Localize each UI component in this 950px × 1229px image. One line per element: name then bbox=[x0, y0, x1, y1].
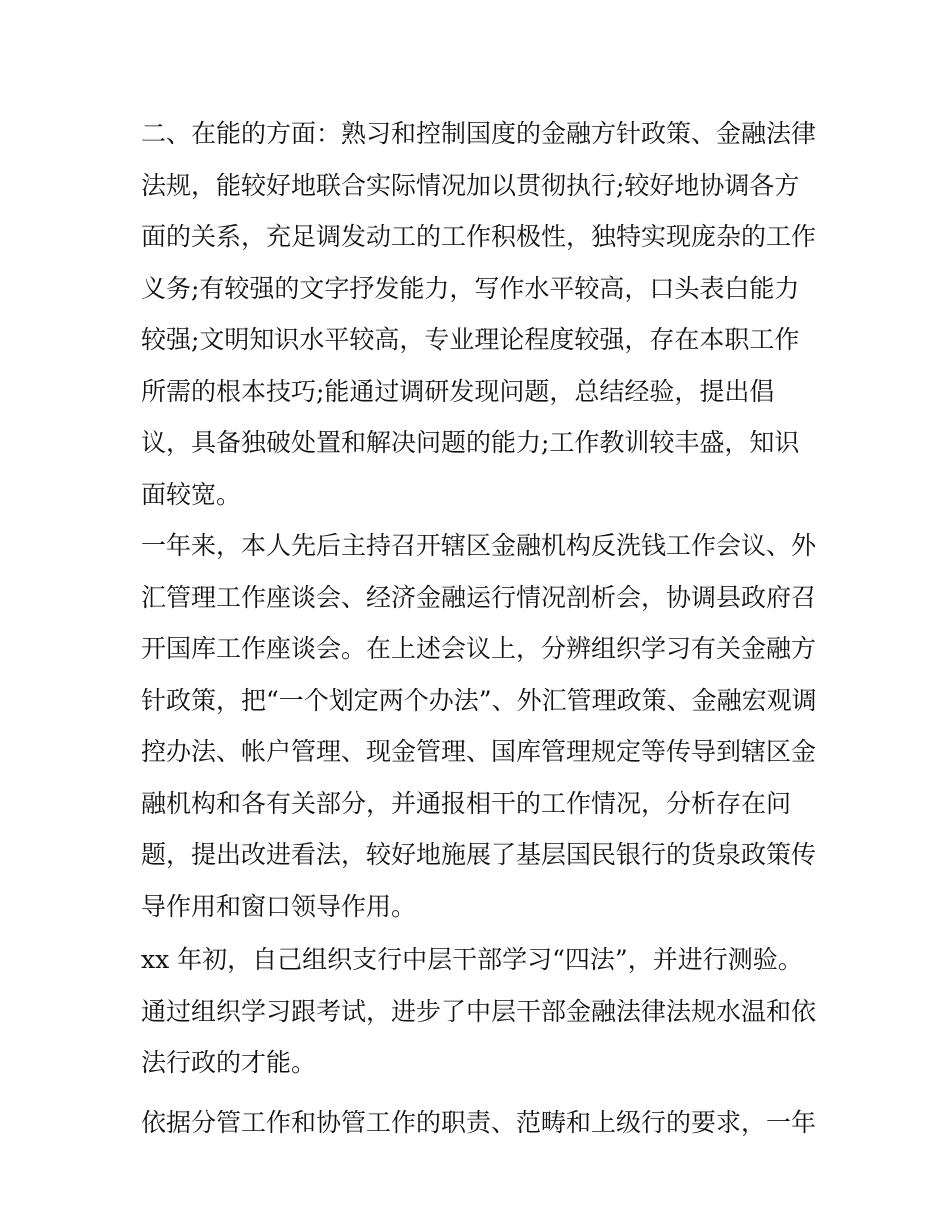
text-line: 针政策，把“一个划定两个办法”、外汇管理政策、金融宏观调 bbox=[141, 685, 817, 715]
paragraph-spacer bbox=[141, 1089, 813, 1097]
text-line: 控办法、帐户管理、现金管理、国库管理规定等传导到辖区金 bbox=[141, 737, 817, 766]
text-line: 题，提出改进看法，较好地施展了基层国民银行的货泉政策传 bbox=[141, 840, 817, 869]
text-line: 面较宽。 bbox=[141, 479, 242, 509]
text-line: 依据分管工作和协管工作的职责、范畴和上级行的要求，一年 bbox=[141, 1107, 817, 1137]
text-line: 法行政的才能。 bbox=[141, 1048, 317, 1077]
text-line: 二、在能的方面：熟习和控制国度的金融方针政策、金融法律 bbox=[141, 119, 817, 148]
paragraph-meetings bbox=[141, 520, 817, 932]
text-line: 一年来，本人先后主持召开辖区金融机构反洗钱工作会议、外 bbox=[141, 531, 817, 560]
paragraph-study bbox=[141, 934, 817, 1089]
text-line: 所需的根本技巧;能通过调研发现问题，总结经验，提出倡 bbox=[141, 376, 775, 406]
text-line: 较强;文明知识水平较高，专业理论程度较强，存在本职工作 bbox=[141, 325, 800, 354]
paragraph-duties bbox=[141, 1097, 817, 1149]
paragraph-abilities bbox=[141, 108, 817, 520]
text-line: 义务;有较强的文字抒发能力，写作水平较高，口头表白能力 bbox=[141, 273, 800, 303]
text-line: 汇管理工作座谈会、经济金融运行情况剖析会，协调县政府召 bbox=[141, 582, 817, 612]
text-line: 议，具备独破处置和解决问题的能力;工作教训较丰盛，知识 bbox=[141, 428, 800, 457]
text-line: 开国库工作座谈会。在上述会议上，分辨组织学习有关金融方 bbox=[141, 634, 817, 663]
text-line: 通过组织学习跟考试，进步了中层干部金融法律法规水温和依 bbox=[141, 996, 817, 1026]
text-line: 融机构和各有关部分，并通报相干的工作情况，分析存在问 bbox=[141, 788, 792, 818]
text-line: 面的关系，充足调发动工的工作积极性，独特实现庞杂的工作 bbox=[141, 222, 817, 251]
text-line: xx 年初，自己组织支行中层干部学习“四法”，并进行测验。 bbox=[141, 945, 803, 974]
document-body bbox=[141, 108, 817, 1148]
text-line: 导作用和窗口领导作用。 bbox=[141, 891, 417, 921]
text-line: 法规，能较好地联合实际情况加以贯彻执行;较好地协调各方 bbox=[141, 170, 800, 200]
